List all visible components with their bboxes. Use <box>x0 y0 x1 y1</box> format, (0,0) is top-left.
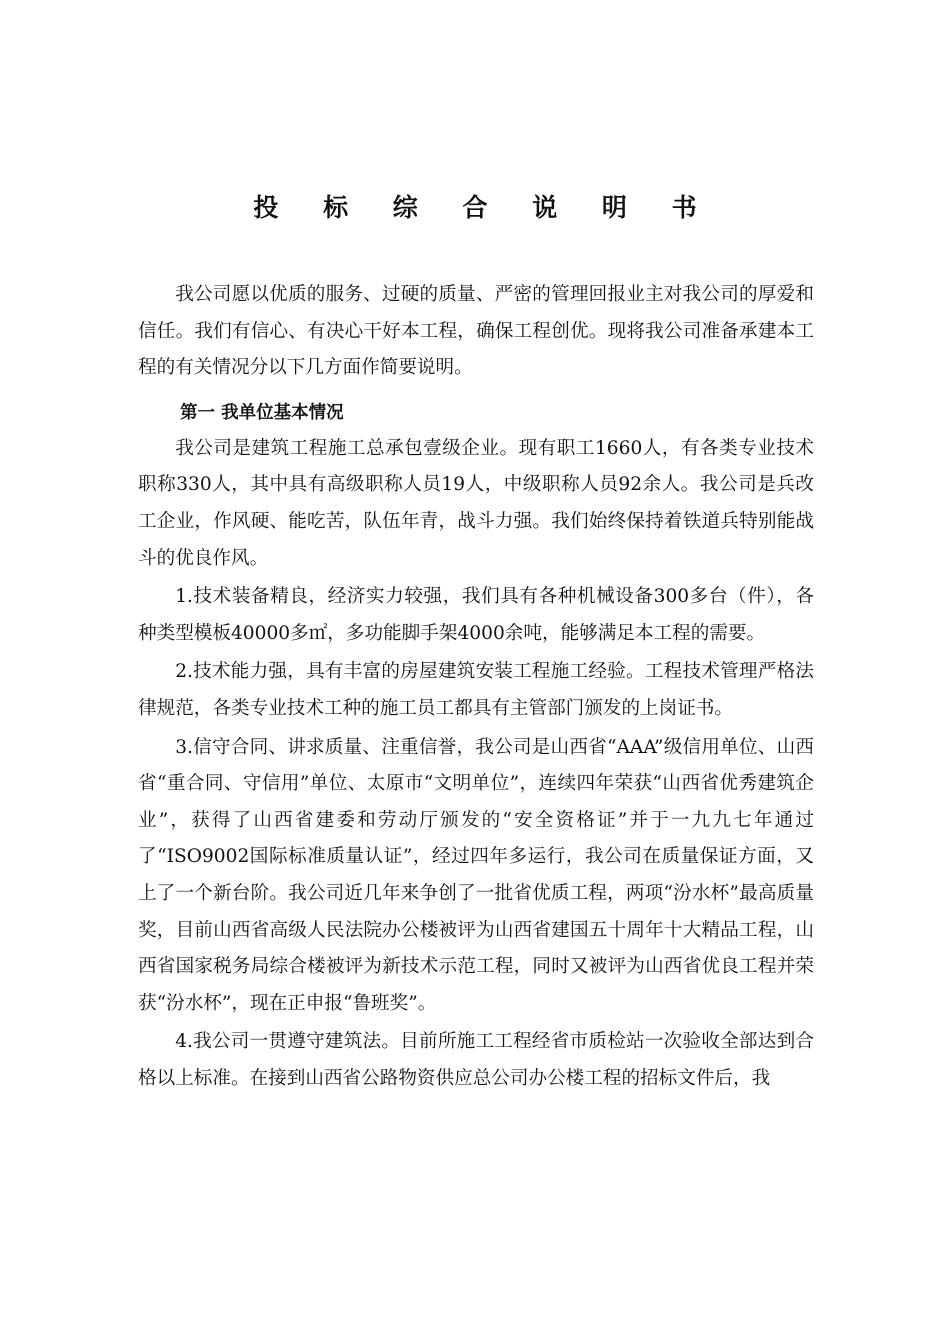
document-body <box>138 277 814 1097</box>
paragraph-company-overview: 我公司是建筑工程施工总承包壹级企业。现有职工1660人，有各类专业技术职称330人，其中具有高级职称人员19人，中级职称人员92余人。我公司是兵改工企业，作风硬、能吃苦，队伍年青，战斗力强。我们始终保持着铁道兵特别能战斗的优良作风。 <box>138 437 814 569</box>
intro-paragraph: 我公司愿以优质的服务、过硬的质量、严密的管理回报业主对我公司的厚爱和信任。我们有信心、有决心干好本工程，确保工程创优。现将我公司准备承建本工程的有关情况分以下几方面作简要说明。 <box>138 284 814 379</box>
section-heading-basic-info: 第一 我单位基本情况 <box>180 402 344 423</box>
paragraph-item-4-compliance: 4.我公司一贯遵守建筑法。目前所施工工程经省市质检站一次验收全部达到合格以上标准。在接到山西省公路物资供应总公司办公楼工程的招标文件后，我 <box>138 1031 814 1089</box>
document-title: 投 标 综 合 说 明 书 <box>253 193 715 222</box>
paragraph-item-3-credit: 3.信守合同、讲求质量、注重信誉，我公司是山西省“AAA”级信用单位、山西省“重合同、守信用”单位、太原市“文明单位”，连续四年荣获“山西省优秀建筑企业”，获得了山西省建委和劳动厅颁发的“安全资格证”并于一九九七年通过了“ISO9002国际标准质量认证”，经过四年多运行，我公司在质量保证方面，又上了一个新台阶。我公司近几年来争创了一批省优质工程，两项“汾水杯”最高质量奖，目前山西省高级人民法院办公楼被评为山西省建国五十周年十大精品工程，山西省国家税务局综合楼被评为新技术示范工程，同时又被评为山西省优良工程并荣获“汾水杯”，现在正申报“鲁班奖”。 <box>138 736 814 1014</box>
paragraph-item-2-technical: 2.技术能力强，具有丰富的房屋建筑安装工程施工经验。工程技术管理严格法律规范，各类专业技术工种的施工员工都具有主管部门颁发的上岗证书。 <box>138 661 814 719</box>
paragraph-item-1-equipment: 1.技术装备精良，经济实力较强，我们具有各种机械设备300多台（件），各种类型模板40000多㎡，多功能脚手架4000余吨，能够满足本工程的需要。 <box>138 586 814 644</box>
